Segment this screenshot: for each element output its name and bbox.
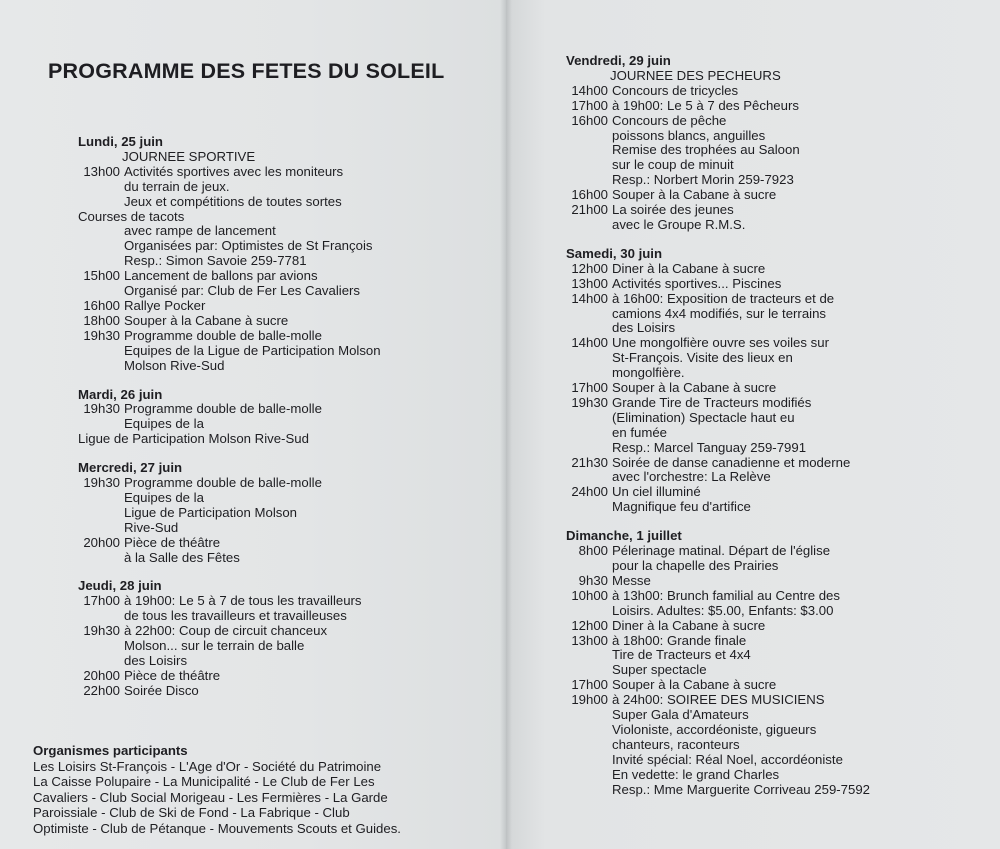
event-time: 8h00 xyxy=(578,543,608,559)
event-description: Grande Tire de Tracteurs modifiés xyxy=(612,394,812,410)
day-heading: Lundi, 25 juin xyxy=(78,134,163,149)
event-continuation: Organisées par: Optimistes de St François xyxy=(124,238,373,254)
event-description: Programme double de balle-molle xyxy=(124,327,322,343)
event-description: Souper à la Cabane à sucre xyxy=(612,187,777,203)
event-continuation: Jeux et compétitions de toutes sortes xyxy=(124,193,342,209)
schedule-event xyxy=(566,678,870,693)
schedule-event xyxy=(78,684,381,699)
event-time: 13h00 xyxy=(83,163,120,179)
day-block xyxy=(566,529,870,797)
event-time: 22h00 xyxy=(83,682,120,698)
event-description: Souper à la Cabane à sucre xyxy=(124,312,289,328)
schedule-event xyxy=(566,84,870,99)
day-heading: Mardi, 26 juin xyxy=(78,386,163,402)
event-time: 19h00 xyxy=(571,692,608,708)
event-time: 18h00 xyxy=(83,312,120,328)
event-description: Pièce de théâtre xyxy=(124,534,221,550)
event-description: Activités sportives avec les moniteurs xyxy=(124,163,344,179)
event-continuation: en fumée xyxy=(612,424,667,440)
event-time: 12h00 xyxy=(571,617,608,633)
event-continuation: Courses de tacots xyxy=(78,208,185,224)
event-continuation: Resp.: Simon Savoie 259-7781 xyxy=(124,253,307,269)
event-description: Souper à la Cabane à sucre xyxy=(612,380,777,396)
schedule-event xyxy=(78,402,381,417)
right-schedule-column xyxy=(566,54,870,812)
day-heading: Jeudi, 28 juin xyxy=(78,578,162,594)
event-continuation: poissons blancs, anguilles xyxy=(612,127,766,143)
event-time: 19h30 xyxy=(83,623,120,639)
event-continuation: Magnifique feu d'artifice xyxy=(612,499,751,515)
schedule-event xyxy=(566,381,870,396)
event-continuation: En vedette: le grand Charles xyxy=(612,766,780,782)
schedule-event xyxy=(78,476,381,491)
schedule-event xyxy=(566,277,870,292)
event-continuation: avec le Groupe R.M.S. xyxy=(612,216,746,232)
schedule-event xyxy=(566,693,870,708)
event-continuation: des Loisirs xyxy=(612,320,676,336)
organizations-line: Cavaliers - Club Social Morigeau - Les Fermières - La Garde xyxy=(33,789,388,805)
organizations-line: La Caisse Polupaire - La Municipalité - Le Club de Fer Les xyxy=(33,774,375,790)
schedule-event xyxy=(566,574,870,589)
event-description: à 16h00: Exposition de tracteurs et de xyxy=(612,290,835,306)
event-description: Pélerinage matinal. Départ de l'église xyxy=(612,543,831,559)
schedule-event xyxy=(566,456,870,471)
event-time: 17h00 xyxy=(571,97,608,113)
schedule-event xyxy=(78,299,381,314)
event-description: Pièce de théâtre xyxy=(124,667,221,683)
schedule-event xyxy=(566,589,870,604)
event-continuation: du terrain de jeux. xyxy=(124,178,230,194)
event-time: 17h00 xyxy=(571,380,608,396)
event-continuation: mongolfière. xyxy=(612,365,685,381)
schedule-event xyxy=(566,99,870,114)
event-continuation: Super Gala d'Amateurs xyxy=(612,707,749,723)
event-time: 13h00 xyxy=(571,632,608,648)
event-description: Diner à la Cabane à sucre xyxy=(612,260,766,276)
day-theme: JOURNEE SPORTIVE xyxy=(122,148,256,164)
day-block xyxy=(78,579,381,698)
event-continuation: Violoniste, accordéoniste, gigueurs xyxy=(612,721,817,737)
day-heading: Mercredi, 27 juin xyxy=(78,460,183,476)
event-time: 24h00 xyxy=(571,484,608,500)
event-continuation: Molson Rive-Sud xyxy=(124,357,225,373)
event-description: Lancement de ballons par avions xyxy=(124,268,318,284)
event-description: Concours de pêche xyxy=(612,112,727,128)
event-continuation: Equipes de la xyxy=(124,416,204,432)
event-continuation: Super spectacle xyxy=(612,662,707,678)
event-description: Soirée Disco xyxy=(124,682,199,698)
event-continuation: St-François. Visite des lieux en xyxy=(612,350,793,366)
event-continuation: Molson... sur le terrain de balle xyxy=(124,638,305,654)
event-description: à 19h00: Le 5 à 7 des Pêcheurs xyxy=(612,97,799,113)
event-description: Activités sportives... Piscines xyxy=(612,275,782,291)
event-continuation: sur le coup de minuit xyxy=(612,157,734,173)
event-time: 14h00 xyxy=(571,290,608,306)
schedule-event xyxy=(78,314,381,329)
event-time: 19h30 xyxy=(571,394,608,410)
event-description: Programme double de balle-molle xyxy=(124,475,322,491)
schedule-event xyxy=(78,165,381,180)
organizations-heading: Organismes participants xyxy=(33,743,188,758)
event-description: Rallye Pocker xyxy=(124,297,206,313)
event-time: 10h00 xyxy=(571,587,608,603)
schedule-event xyxy=(566,114,870,129)
organizations-line: Les Loisirs St-François - L'Age d'Or - Société du Patrimoine xyxy=(33,758,382,774)
event-continuation: Ligue de Participation Molson xyxy=(124,504,298,520)
day-heading: Samedi, 30 juin xyxy=(566,245,663,261)
event-time: 14h00 xyxy=(571,335,608,351)
event-time: 16h00 xyxy=(83,297,120,313)
event-description: Diner à la Cabane à sucre xyxy=(612,617,766,633)
schedule-event xyxy=(78,669,381,684)
day-block xyxy=(78,388,381,448)
schedule-event xyxy=(566,485,870,500)
schedule-event xyxy=(78,624,381,639)
event-time: 20h00 xyxy=(83,667,120,683)
event-time: 16h00 xyxy=(571,112,608,128)
page-title: PROGRAMME DES FETES DU SOLEIL xyxy=(48,59,445,83)
event-continuation: à la Salle des Fêtes xyxy=(124,549,240,565)
event-continuation: Equipes de la xyxy=(124,489,204,505)
schedule-event xyxy=(566,336,870,351)
event-continuation: Invité spécial: Réal Noel, accordéoniste xyxy=(612,751,843,767)
event-time: 19h30 xyxy=(83,327,120,343)
event-continuation: Resp.: Norbert Morin 259-7923 xyxy=(612,172,794,188)
event-continuation: Equipes de la Ligue de Participation Molson xyxy=(124,342,381,358)
event-continuation: Resp.: Mme Marguerite Corriveau 259-7592 xyxy=(612,781,871,797)
day-block xyxy=(78,461,381,565)
event-description: Programme double de balle-molle xyxy=(124,401,322,417)
event-time: 17h00 xyxy=(571,677,608,693)
event-continuation: avec rampe de lancement xyxy=(124,223,276,239)
day-heading: Dimanche, 1 juillet xyxy=(566,528,682,544)
schedule-event xyxy=(78,594,381,609)
schedule-event xyxy=(566,619,870,634)
event-continuation: Resp.: Marcel Tanguay 259-7991 xyxy=(612,439,807,455)
event-description: à 13h00: Brunch familial au Centre des xyxy=(612,587,840,603)
day-block xyxy=(78,135,381,374)
event-time: 9h30 xyxy=(578,572,608,588)
event-description: Un ciel illuminé xyxy=(612,484,701,500)
event-description: Concours de tricycles xyxy=(612,82,739,98)
schedule-event xyxy=(78,269,381,284)
schedule-event xyxy=(566,634,870,649)
schedule-event xyxy=(566,292,870,307)
schedule-event xyxy=(78,329,381,344)
event-continuation: des Loisirs xyxy=(124,653,188,668)
schedule-event xyxy=(566,396,870,411)
left-schedule-column xyxy=(78,135,381,713)
event-time: 19h30 xyxy=(83,401,120,417)
event-description: à 19h00: Le 5 à 7 de tous les travailleurs xyxy=(124,593,362,609)
event-continuation: Remise des trophées au Saloon xyxy=(612,142,800,158)
page-fold xyxy=(500,0,512,849)
event-continuation: Organisé par: Club de Fer Les Cavaliers xyxy=(124,283,361,299)
event-description: Messe xyxy=(612,572,651,588)
event-description: Soirée de danse canadienne et moderne xyxy=(612,454,851,470)
event-time: 15h00 xyxy=(83,268,120,284)
event-time: 17h00 xyxy=(83,593,120,609)
event-continuation: chanteurs, raconteurs xyxy=(612,736,740,752)
participating-organizations xyxy=(33,743,401,837)
event-time: 21h30 xyxy=(571,454,608,470)
day-block xyxy=(566,54,870,233)
event-description: à 24h00: SOIREE DES MUSICIENS xyxy=(612,692,825,708)
organizations-line: Paroissiale - Club de Ski de Fond - La Fabrique - Club xyxy=(33,805,350,821)
event-time: 13h00 xyxy=(571,275,608,291)
event-continuation: de tous les travailleurs et travailleuses xyxy=(124,608,347,624)
event-continuation: Tire de Tracteurs et 4x4 xyxy=(612,647,751,663)
event-time: 16h00 xyxy=(571,187,608,203)
event-continuation: camions 4x4 modifiés, sur le terrains xyxy=(612,305,827,321)
schedule-event xyxy=(78,536,381,551)
schedule-event xyxy=(566,203,870,218)
event-continuation: Rive-Sud xyxy=(124,519,179,535)
event-continuation: Loisirs. Adultes: $5.00, Enfants: $3.00 xyxy=(612,602,834,618)
event-description: La soirée des jeunes xyxy=(612,202,734,218)
schedule-event xyxy=(566,262,870,277)
event-continuation: pour la chapelle des Prairies xyxy=(612,558,779,573)
schedule-event xyxy=(566,544,870,559)
event-time: 21h00 xyxy=(571,202,608,218)
event-continuation: Ligue de Participation Molson Rive-Sud xyxy=(78,431,309,447)
event-description: à 22h00: Coup de circuit chanceux xyxy=(124,623,328,639)
event-description: à 18h00: Grande finale xyxy=(612,632,747,648)
day-heading: Vendredi, 29 juin xyxy=(566,53,671,68)
day-block xyxy=(566,247,870,515)
event-time: 20h00 xyxy=(83,534,120,550)
event-description: Une mongolfière ouvre ses voiles sur xyxy=(612,335,829,351)
event-description: Souper à la Cabane à sucre xyxy=(612,677,777,693)
event-continuation: (Elimination) Spectacle haut eu xyxy=(612,409,795,425)
event-continuation: avec l'orchestre: La Relève xyxy=(612,469,771,485)
event-time: 12h00 xyxy=(571,260,608,276)
day-theme: JOURNEE DES PECHEURS xyxy=(610,67,781,83)
schedule-event xyxy=(566,188,870,203)
event-time: 14h00 xyxy=(571,82,608,98)
organizations-line: Optimiste - Club de Pétanque - Mouvements Scouts et Guides. xyxy=(33,820,401,836)
event-time: 19h30 xyxy=(83,475,120,491)
